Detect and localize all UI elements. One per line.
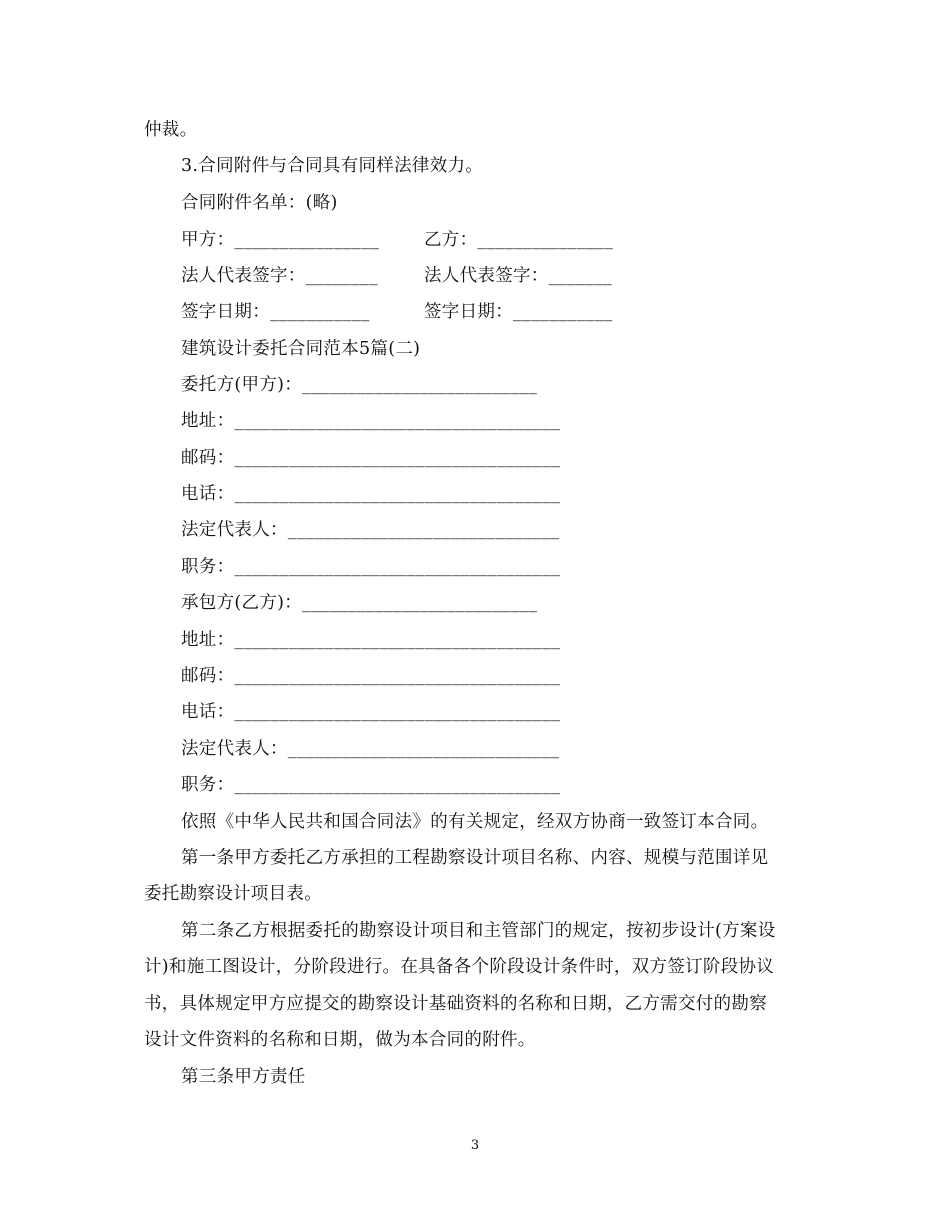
text-line: 合同附件名单：(略)	[181, 193, 338, 213]
client-postcode: 邮码：____________________________________	[181, 448, 561, 468]
section-title: 建筑设计委托合同范本5篇(二)	[181, 339, 421, 359]
page-number: 3	[470, 1138, 480, 1153]
signature-rep-a: 法人代表签字：________	[181, 266, 378, 286]
basis-paragraph: 依照《中华人民共和国合同法》的有关规定，经双方协商一致签订本合同。	[181, 812, 769, 832]
signature-party-a: 甲方：________________	[181, 230, 380, 250]
article-2-line: 计)和施工图设计，分阶段进行。在具备各个阶段设计条件时，双方签订阶段协议	[144, 957, 775, 977]
signature-rep-b: 法人代表签字：_______	[424, 266, 612, 286]
client-party: 委托方(甲方)：__________________________	[181, 375, 538, 395]
article-2-line: 第二条乙方根据委托的勘察设计项目和主管部门的规定，按初步设计(方案设	[181, 921, 776, 941]
article-1-line: 委托勘察设计项目表。	[144, 884, 322, 904]
contractor-postcode: 邮码：____________________________________	[181, 666, 561, 686]
client-address: 地址：____________________________________	[181, 411, 561, 431]
client-legal-rep: 法定代表人：______________________________	[181, 520, 560, 540]
signature-party-b: 乙方：_______________	[424, 230, 614, 250]
signature-date-a: 签字日期：___________	[181, 302, 370, 322]
text-line: 3.合同附件与合同具有同样法律效力。	[181, 156, 484, 176]
contractor-address: 地址：____________________________________	[181, 630, 561, 650]
contractor-phone: 电话：____________________________________	[181, 702, 561, 722]
contractor-party: 承包方(乙方)：__________________________	[181, 593, 538, 613]
contractor-legal-rep: 法定代表人：______________________________	[181, 739, 560, 759]
contractor-position: 职务：____________________________________	[181, 775, 561, 795]
article-3-title: 第三条甲方责任	[181, 1067, 306, 1087]
client-phone: 电话：____________________________________	[181, 484, 561, 504]
client-position: 职务：____________________________________	[181, 557, 561, 577]
text-line: 仲裁。	[144, 120, 198, 140]
signature-date-b: 签字日期：___________	[424, 302, 613, 322]
article-2-line: 书，具体规定甲方应提交的勘察设计基础资料的名称和日期，乙方需交付的勘察	[144, 994, 767, 1014]
article-1-line: 第一条甲方委托乙方承担的工程勘察设计项目名称、内容、规模与范围详见	[181, 848, 769, 868]
article-2-line: 设计文件资料的名称和日期，做为本合同的附件。	[144, 1030, 536, 1050]
